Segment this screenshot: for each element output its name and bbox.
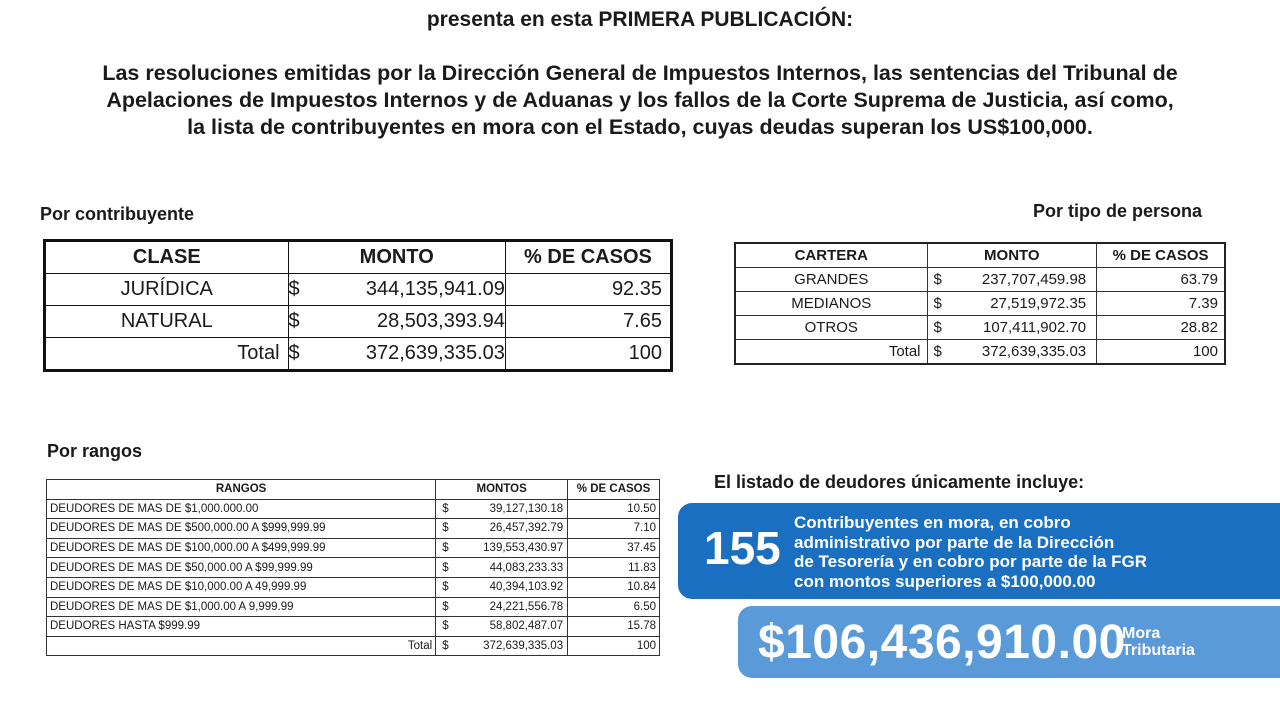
monto-value: 40,394,103.92 xyxy=(489,581,564,594)
cartera-cell: OTROS xyxy=(735,316,927,340)
rango-cell: DEUDORES DE MAS DE $1,000.000.00 xyxy=(47,499,436,519)
intro-line: la lista de contribuyentes en mora con el Estado, cuyas deudas superan los US$100,000. xyxy=(187,115,1093,139)
table-row xyxy=(735,268,1225,292)
monto-value: 28,503,393.94 xyxy=(376,310,505,332)
currency-symbol: $ xyxy=(442,620,449,633)
monto-value: 372,639,335.03 xyxy=(981,343,1087,360)
total-label: Total xyxy=(47,636,436,656)
table-total-row xyxy=(45,338,672,371)
table-total-row xyxy=(47,636,660,656)
column-header: % DE CASOS xyxy=(568,480,660,500)
currency-symbol: $ xyxy=(442,640,449,653)
column-header: CLASE xyxy=(45,241,289,274)
clase-cell: NATURAL xyxy=(45,306,289,338)
monto-cell xyxy=(288,338,505,371)
monto-cell xyxy=(436,558,568,578)
pct-cell: 6.50 xyxy=(568,597,660,617)
rango-cell: DEUDORES DE MAS DE $500,000.00 A $999,999.99 xyxy=(47,519,436,539)
pct-cell: 28.82 xyxy=(1097,316,1225,340)
column-header: MONTOS xyxy=(436,480,568,500)
table-header-row xyxy=(45,241,672,274)
monto-value: 39,127,130.18 xyxy=(489,502,564,515)
table-row xyxy=(45,306,672,338)
pct-cell: 7.65 xyxy=(505,306,671,338)
monto-value: 24,221,556.78 xyxy=(489,600,564,613)
column-header: CARTERA xyxy=(735,243,927,268)
rango-cell: DEUDORES DE MAS DE $1,000.00 A 9,999.99 xyxy=(47,597,436,617)
monto-value: 44,083,233.33 xyxy=(489,561,564,574)
pct-cell: 100 xyxy=(1097,340,1225,365)
listado-title: El listado de deudores únicamente incluye: xyxy=(714,472,1085,492)
currency-symbol: $ xyxy=(288,342,300,364)
pct-cell: 100 xyxy=(568,636,660,656)
column-header: % DE CASOS xyxy=(505,241,671,274)
pct-cell: 92.35 xyxy=(505,274,671,306)
column-header: RANGOS xyxy=(47,480,436,500)
rango-cell: DEUDORES DE MAS DE $10,000.00 A 49,999.99 xyxy=(47,577,436,597)
pct-cell: 7.10 xyxy=(568,519,660,539)
monto-cell xyxy=(436,577,568,597)
pct-cell: 10.50 xyxy=(568,499,660,519)
currency-symbol: $ xyxy=(442,561,449,574)
monto-cell xyxy=(436,636,568,656)
monto-cell xyxy=(927,268,1097,292)
description-line: administrativo por parte de la Dirección xyxy=(794,532,1115,552)
deudores-description xyxy=(794,513,1264,591)
monto-cell xyxy=(436,519,568,539)
currency-symbol: $ xyxy=(288,278,300,300)
monto-value: 372,639,335.03 xyxy=(483,640,564,653)
table-header-row xyxy=(735,243,1225,268)
section-label-rangos: Por rangos xyxy=(47,441,143,461)
mora-label xyxy=(1122,625,1195,659)
pct-cell: 11.83 xyxy=(568,558,660,578)
pct-cell: 100 xyxy=(505,338,671,371)
currency-symbol: $ xyxy=(288,310,300,332)
monto-cell xyxy=(927,292,1097,316)
intro-line: Las resoluciones emitidas por la Dirección General de Impuestos Internos, las sentencias del Tribunal de xyxy=(102,61,1178,85)
rangos-table xyxy=(46,479,660,656)
monto-cell xyxy=(927,316,1097,340)
table-row xyxy=(735,292,1225,316)
monto-cell xyxy=(436,499,568,519)
currency-symbol: $ xyxy=(442,502,449,515)
currency-symbol: $ xyxy=(933,319,942,336)
monto-value: 237,707,459.98 xyxy=(981,271,1087,288)
currency-symbol: $ xyxy=(933,343,942,360)
pct-cell: 63.79 xyxy=(1097,268,1225,292)
total-label: Total xyxy=(735,340,927,365)
monto-cell xyxy=(288,306,505,338)
description-line: de Tesorería y en cobro por parte de la FGR xyxy=(794,552,1147,571)
cartera-cell: MEDIANOS xyxy=(735,292,927,316)
tipo-persona-table xyxy=(734,242,1226,365)
table-row xyxy=(47,577,660,597)
currency-symbol: $ xyxy=(442,581,449,594)
monto-value: 107,411,902.70 xyxy=(982,319,1087,336)
rango-cell: DEUDORES DE MAS DE $100,000.00 A $499,999.99 xyxy=(47,538,436,558)
table-row xyxy=(47,597,660,617)
section-label-contribuyente: Por contribuyente xyxy=(40,204,195,224)
mora-amount: $106,436,910.00 xyxy=(758,616,1126,669)
table-header-row xyxy=(47,480,660,500)
table-row xyxy=(47,519,660,539)
description-line: Contribuyentes en mora, en cobro xyxy=(794,513,1071,532)
currency-symbol: $ xyxy=(933,295,942,312)
monto-cell xyxy=(436,538,568,558)
clase-cell: JURÍDICA xyxy=(45,274,289,306)
contribuyente-table xyxy=(43,239,673,372)
description-line: con montos superiores a $100,000.00 xyxy=(794,571,1096,591)
mora-tributaria-box xyxy=(738,606,1280,678)
column-header: MONTO xyxy=(288,241,505,274)
currency-symbol: $ xyxy=(442,600,449,613)
column-header: MONTO xyxy=(927,243,1097,268)
monto-value: 27,519,972.35 xyxy=(990,295,1087,312)
deudores-count: 155 xyxy=(704,522,781,574)
currency-symbol: $ xyxy=(933,271,942,288)
column-header: % DE CASOS xyxy=(1097,243,1225,268)
table-row xyxy=(735,316,1225,340)
pct-cell: 7.39 xyxy=(1097,292,1225,316)
cartera-cell: GRANDES xyxy=(735,268,927,292)
rango-cell: DEUDORES DE MAS DE $50,000.00 A $99,999.99 xyxy=(47,558,436,578)
currency-symbol: $ xyxy=(442,522,449,535)
monto-value: 344,135,941.09 xyxy=(365,278,505,300)
mora-label-line: Tributaria xyxy=(1122,642,1195,659)
monto-value: 58,802,487.07 xyxy=(489,620,564,633)
monto-cell xyxy=(436,597,568,617)
pct-cell: 10.84 xyxy=(568,577,660,597)
monto-value: 26,457,392.79 xyxy=(489,522,564,535)
intro-paragraph xyxy=(30,60,1250,141)
pct-cell: 37.45 xyxy=(568,538,660,558)
table-row xyxy=(47,499,660,519)
mora-label-line: Mora xyxy=(1122,625,1161,642)
table-total-row xyxy=(735,340,1225,365)
total-label: Total xyxy=(45,338,289,371)
monto-cell xyxy=(436,617,568,637)
monto-value: 372,639,335.03 xyxy=(365,342,505,364)
table-row xyxy=(45,274,672,306)
monto-value: 139,553,430.97 xyxy=(483,542,564,555)
deudores-count-box xyxy=(678,503,1280,599)
intro-line: Apelaciones de Impuestos Internos y de Aduanas y los fallos de la Corte Suprema de Justicia, así como, xyxy=(106,88,1174,112)
monto-cell xyxy=(927,340,1097,365)
pct-cell: 15.78 xyxy=(568,617,660,637)
table-row xyxy=(47,617,660,637)
monto-cell xyxy=(288,274,505,306)
page-heading: presenta en esta PRIMERA PUBLICACIÓN: xyxy=(426,8,854,31)
table-row xyxy=(47,558,660,578)
table-row xyxy=(47,538,660,558)
currency-symbol: $ xyxy=(442,542,449,555)
rango-cell: DEUDORES HASTA $999.99 xyxy=(47,617,436,637)
section-label-tipo-persona: Por tipo de persona xyxy=(1033,201,1203,221)
